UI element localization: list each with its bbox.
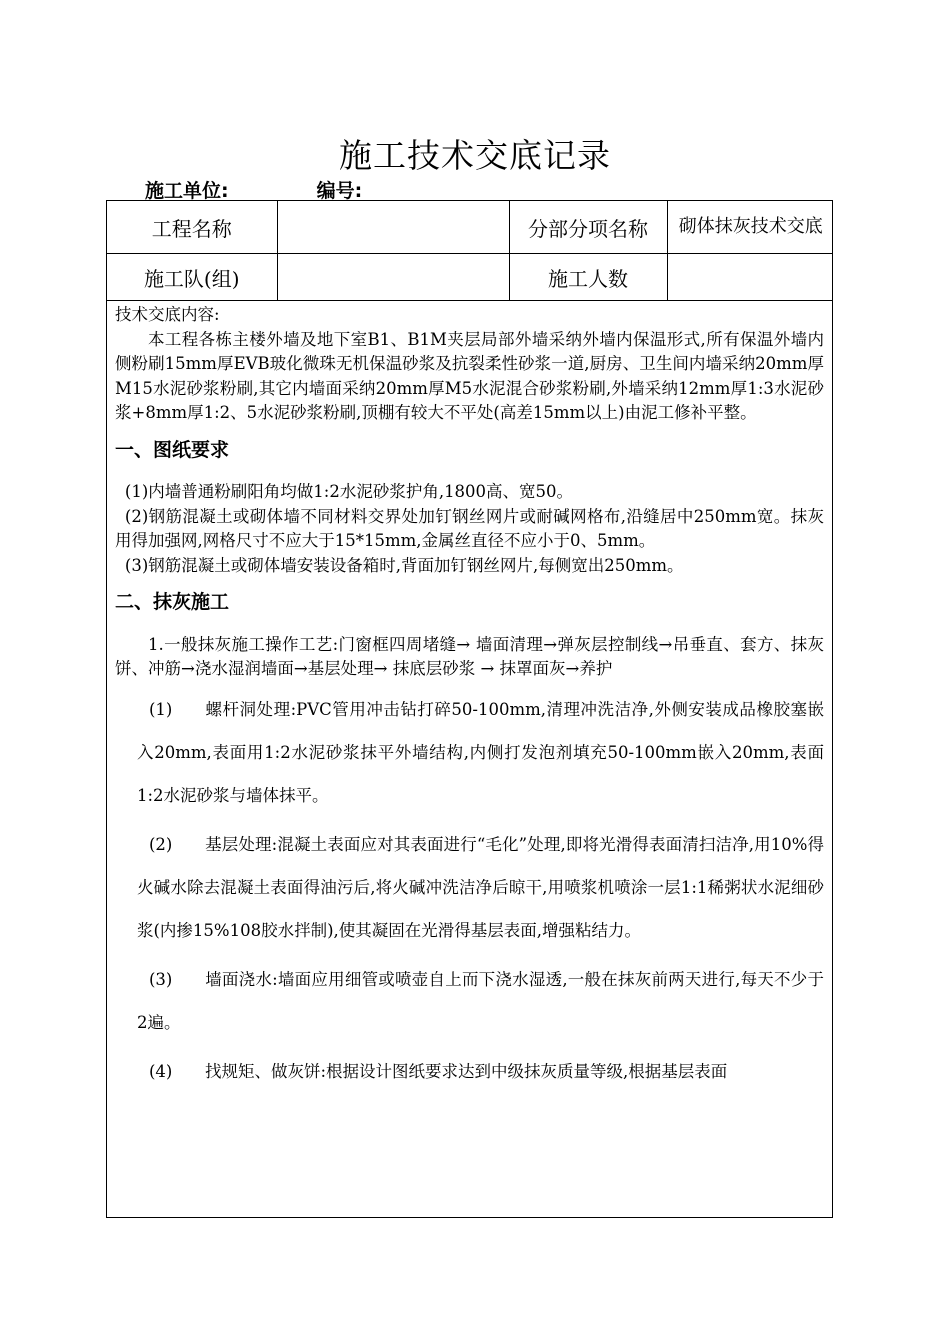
project-name-label: 工程名称 xyxy=(107,201,277,254)
intro-paragraph: 本工程各栋主楼外墙及地下室B1、B1M夹层局部外墙采纳外墙内保温形式,所有保温外墙内侧粉刷15mm厚EVB玻化微珠无机保温砂浆及抗裂柔性砂浆一道,厨房、卫生间内墙采纳20mm厚M15水泥砂浆粉刷,其它内墙面采纳20mm厚M5水泥混合砂浆粉刷,外墙采纳12mm厚1:3水泥砂浆+8mm厚1:2、5水泥砂浆粉刷,顶棚有较大不平处(高差15mm以上)由泥工修补平整。 xyxy=(115,329,824,422)
project-name-value xyxy=(277,201,509,254)
section-1-title: 一、图纸要求 xyxy=(115,438,230,461)
step-item xyxy=(115,823,824,952)
step-text: 基层处理:混凝土表面应对其表面进行“毛化”处理,即将光滑得表面清扫洁净,用10%得火碱水除去混凝土表面得油污后,将火碱冲洗洁净后晾干,用喷浆机喷涂一层1:1稀粥状水泥细砂浆(内掺15%108胶水拌制),使其凝固在光滑得基层表面,增强粘结力。 xyxy=(137,834,824,940)
sub-item-label: 分部分项名称 xyxy=(509,201,667,254)
team-label: 施工队(组) xyxy=(107,254,277,301)
section-1-item: (1)内墙普通粉刷阳角均做1:2水泥砂浆护角,1800高、宽50。 xyxy=(124,482,574,501)
sub-item-value: 砌体抹灰技术交底 xyxy=(667,201,833,254)
header-table xyxy=(107,201,833,301)
team-value xyxy=(277,254,509,301)
step-number: (1) xyxy=(149,699,173,719)
step-number: (2) xyxy=(149,834,173,854)
step-item xyxy=(115,958,824,1044)
section-1-item: (2)钢筋混凝土或砌体墙不同材料交界处加钉钢丝网片或耐碱网格布,沿缝居中250mm宽。抹灰用得加强网,网格尺寸不应大于15*15mm,金属丝直径不应小于0、5mm。 xyxy=(115,506,824,550)
workers-label: 施工人数 xyxy=(509,254,667,301)
step-item xyxy=(115,688,824,817)
step-text: 螺杆洞处理:PVC管用冲击钻打碎50-100mm,清理冲洗洁净,外侧安装成品橡胶塞嵌入20mm,表面用1:2水泥砂浆抹平外墙结构,内侧打发泡剂填充50-100mm嵌入20mm,表面1:2水泥砂浆与墙体抹平。 xyxy=(137,699,824,805)
section-2-intro: 1.一般抹灰施工操作工艺:门窗框四周堵缝→ 墙面清理→弹灰层控制线→吊垂直、套方、抹灰饼、冲筋→浇水湿润墙面→基层处理→ 抹底层砂浆 → 抹罩面灰→养护 xyxy=(115,634,824,678)
step-number: (3) xyxy=(149,969,173,989)
section-2-title: 二、抹灰施工 xyxy=(115,591,230,613)
record-form xyxy=(106,200,833,1218)
step-text: 找规矩、做灰饼:根据设计图纸要求达到中级抹灰质量等级,根据基层表面 xyxy=(205,1061,728,1081)
content-label: 技术交底内容: xyxy=(115,305,220,324)
step-number: (4) xyxy=(149,1061,173,1081)
header-row-1 xyxy=(107,201,833,254)
document-meta xyxy=(145,176,362,203)
content-body xyxy=(107,303,832,1093)
number-label: 编号: xyxy=(316,180,363,202)
document-title: 施工技术交底记录 xyxy=(339,136,611,175)
step-item xyxy=(115,1050,824,1093)
workers-value xyxy=(667,254,833,301)
construction-unit-label: 施工单位: xyxy=(145,180,229,202)
section-1-item: (3)钢筋混凝土或砌体墙安装设备箱时,背面加钉钢丝网片,每侧宽出250mm。 xyxy=(124,555,684,575)
step-text: 墙面浇水:墙面应用细管或喷壶自上而下浇水湿透,一般在抹灰前两天进行,每天不少于2遍。 xyxy=(137,969,824,1032)
header-row-2 xyxy=(107,254,833,301)
